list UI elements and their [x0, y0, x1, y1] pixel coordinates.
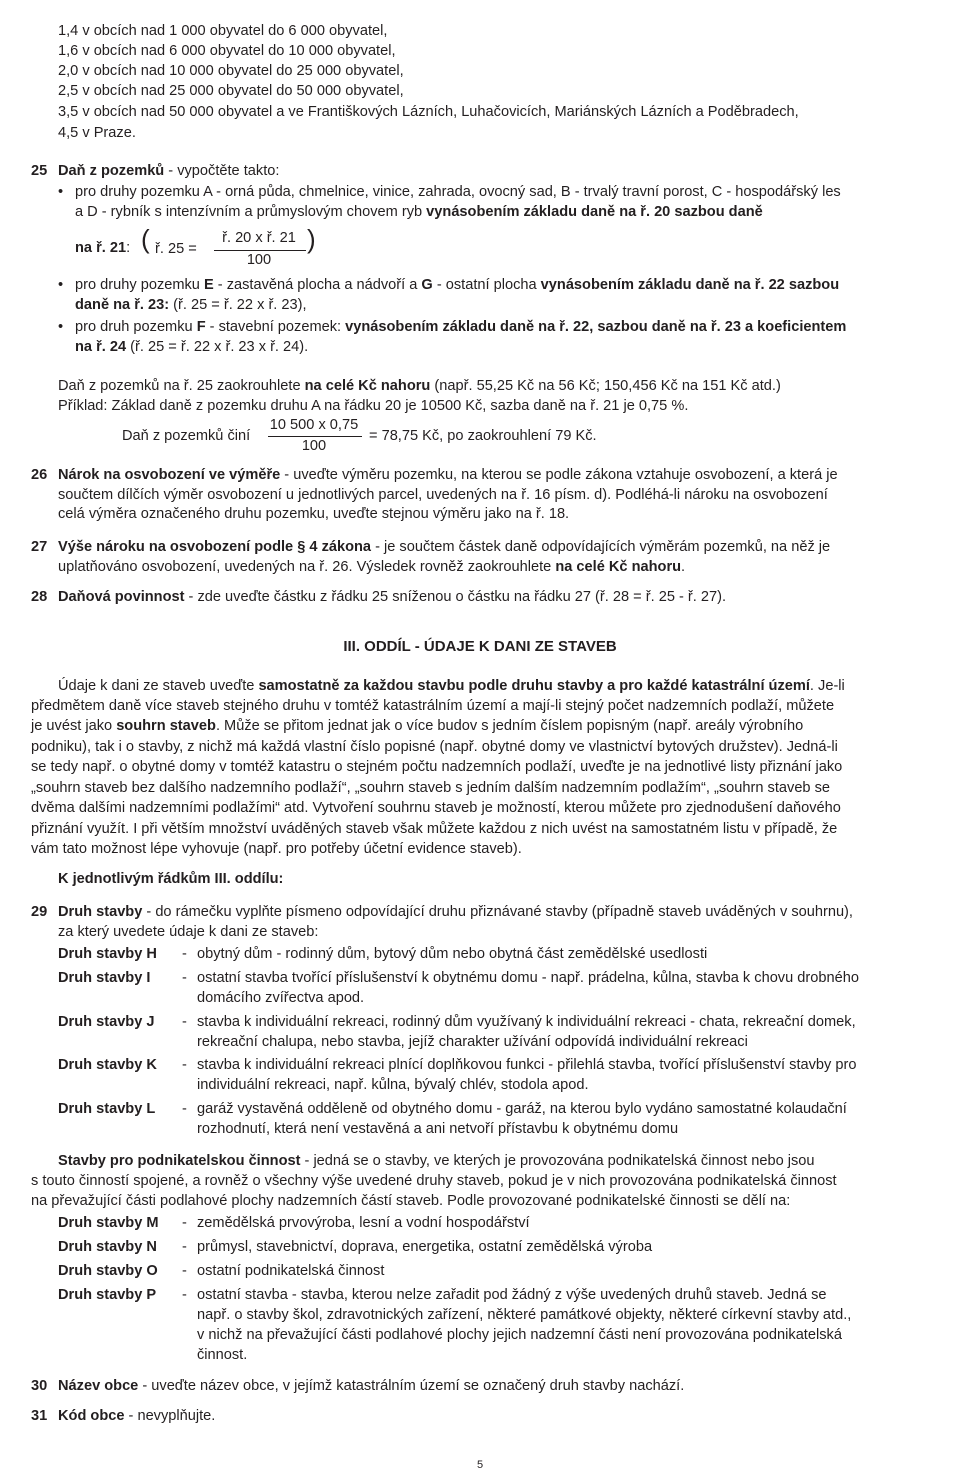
section-3-intro	[58, 677, 930, 697]
building-type-desc: rozhodnutí, která není vestavěná a ani netvoří přístavbu k obytnému domu	[197, 1121, 679, 1137]
bullet-line	[75, 203, 930, 223]
left-paren-icon: (	[141, 224, 150, 254]
bullet-bold-text: vynásobením základu daně na ř. 20 sazbou daně	[426, 203, 763, 220]
row-26-text-line: celá výměra označeného druhu pozemku, uveďte stejnou výměru jako na ř. 18.	[58, 506, 570, 523]
row-29-text-line: za který uvedete údaje k dani ze staveb:	[58, 923, 319, 940]
bullet-text: - stavební pozemek:	[205, 319, 346, 335]
bullet-bold-text: E	[203, 277, 214, 293]
dash: -	[182, 1014, 187, 1030]
formula-numerator: ř. 20 x ř. 21	[222, 230, 296, 246]
row-26-title: Nárok na osvobození ve výměře	[58, 467, 281, 483]
dash: -	[182, 1215, 187, 1231]
dash: -	[182, 1287, 187, 1303]
row-28-title: Daňová povinnost	[58, 589, 185, 605]
row-27-bold-text: na celé Kč nahoru	[555, 558, 682, 575]
row-26-text-line: - uveďte výměru pozemku, na kterou se podle zákona vztahuje osvobození, a která je	[280, 467, 838, 483]
building-type-label: Druh stavby H	[58, 946, 157, 962]
bullet-text: pro druh pozemku	[75, 319, 197, 335]
formula-colon: :	[126, 240, 131, 256]
row-27-text-line: - je součtem částek daně odpovídajících výměrám pozemků, na něž je	[371, 539, 831, 555]
building-type-desc: stavba k individuální rekreaci, rodinný dům využívaný k individuální rekreaci - chata, rekreační domek,	[197, 1014, 856, 1030]
building-type-label: Druh stavby N	[58, 1239, 157, 1255]
row-27-text-line: uplatňováno osvobození, uvedených na ř. 26. Výsledek rovněž zaokrouhlete	[58, 558, 556, 575]
building-type-desc: obytný dům - rodinný dům, bytový dům nebo obytná část zemědělské usedlosti	[197, 946, 708, 962]
dash: -	[182, 1239, 187, 1255]
dash: -	[182, 1057, 187, 1073]
dash: -	[182, 1101, 187, 1117]
right-paren-icon: )	[307, 224, 316, 254]
rounding-text: (např. 55,25 Kč na 56 Kč; 150,456 Kč na 151 Kč atd.)	[430, 378, 781, 394]
example-numerator: 10 500 x 0,75	[269, 417, 359, 433]
row-31-text-line: - nevyplňujte.	[124, 1408, 216, 1424]
rounding-bold-text: na celé Kč nahoru	[304, 378, 431, 394]
row-29-title: Druh stavby	[58, 904, 143, 920]
bullet-item	[58, 183, 930, 222]
row-25-title-rest: - vypočtěte takto:	[164, 163, 280, 179]
building-type-desc: garáž vystavěná odděleně od obytného domu - garáž, na kterou bylo vydáno samostatné kolaudační	[197, 1101, 847, 1117]
row-number: 28	[31, 589, 48, 605]
row-28-text-line: - zde uveďte částku z řádku 25 sníženou o částku na řádku 27 (ř. 28 = ř. 25 - ř. 27).	[184, 589, 727, 605]
bullet-item	[58, 276, 930, 315]
intro-line: se tedy např. o obytné domy v tomtéž katastru o stejném počtu nadzemních podlaží, uveďte je na jednotlivé listy přiznání jako	[31, 759, 843, 775]
rate-line: 4,5 v Praze.	[58, 125, 136, 141]
bullet-line	[75, 338, 930, 358]
building-type-label: Druh stavby M	[58, 1215, 159, 1231]
building-type-desc: zemědělská prvovýroba, lesní a vodní hospodářství	[197, 1215, 530, 1231]
formula-label	[75, 239, 130, 259]
bullet-bold-text: F	[196, 319, 206, 335]
intro-line: dvěma dalšími nadzemními podlažími“ atd. Vytvoření souhrnu staveb je možností, kterou můžete pro zjednodušení daňového	[31, 800, 841, 816]
intro-text: je uvést jako	[31, 718, 117, 734]
row-26-text-line: součtem dílčích výměr osvobození u jednotlivých parcel, uvedených na ř. 16 písm. d). Podléhá-li nároku na osvobození	[58, 486, 828, 503]
rounding-text: Daň z pozemků na ř. 25 zaokrouhlete	[58, 378, 305, 394]
bullet-bold-text: na ř. 24	[75, 338, 127, 355]
bullet-text: - zastavěná plocha a nádvoří a	[213, 277, 422, 293]
intro-line: podniku), tak i o stavby, z nichž má každá vlastní číslo popisné (např. obytné domy ve vlastnictví bytových družstev). Jedná-li	[31, 739, 838, 755]
section-title: III. ODDÍL - ÚDAJE K DANI ZE STAVEB	[343, 638, 617, 655]
business-line: na převažující části podlahové plochy nadzemních částí staveb. Podle provozované podnikatelské činnosti se dělí na:	[31, 1193, 791, 1209]
building-type-desc: stavba k individuální rekreaci plnící doplňkovou funkci - přilehlá stavba, tvořící příslušenství stavby pro	[197, 1057, 857, 1073]
row-30-text	[58, 1377, 930, 1397]
building-type-label: Druh stavby J	[58, 1014, 155, 1030]
row-number: 30	[31, 1378, 48, 1394]
bullet-bold-text: G	[421, 277, 433, 293]
row-26-text	[58, 466, 930, 525]
rate-line: 1,6 v obcích nad 6 000 obyvatel do 10 000 obyvatel,	[58, 43, 396, 59]
intro-text: . Je-li	[809, 678, 845, 694]
intro-line: přiznání využít. I při větším množství uváděných staveb však můžete každou z nich uvést na samostatném listu v případě, že	[31, 821, 838, 837]
building-type-desc: individuální rekreaci, např. kůlna, bývalý chlév, stodola apod.	[197, 1077, 589, 1093]
building-type-desc: ostatní podnikatelská činnost	[197, 1263, 385, 1279]
bullet-icon: •	[58, 184, 64, 200]
example-result: = 78,75 Kč, po zaokrouhlení 79 Kč.	[369, 428, 597, 444]
example-label: Daň z pozemků činí	[122, 428, 251, 444]
rounding-note	[58, 377, 930, 397]
building-type-desc: domácího zvířectva apod.	[197, 990, 365, 1006]
bullet-bold-text: daně na ř. 23:	[75, 296, 170, 313]
page-number: 5	[476, 1459, 484, 1471]
formula-lhs: ř. 25 =	[155, 241, 197, 257]
bullet-bold-text: vynásobením základu daně na ř. 22, sazbou daně na ř. 23 a koeficientem	[345, 319, 847, 335]
business-title: Stavby pro podnikatelskou činnost	[58, 1153, 301, 1169]
building-type-desc: např. o stavby škol, zdravotnických zařízení, některé památkové objekty, některé církevní stavby atd.,	[197, 1307, 852, 1323]
intro-line: předmětem daně více staveb stejného druhu v tomtéž katastrálním území a mají-li stejný počet nadzemních podlaží, můžete	[31, 698, 835, 714]
row-number: 31	[31, 1408, 48, 1424]
building-type-desc: činnost.	[197, 1347, 248, 1363]
bullet-bold-text: vynásobením základu daně na ř. 22 sazbou	[540, 277, 840, 293]
bullet-line	[75, 296, 930, 316]
rate-line: 2,0 v obcích nad 10 000 obyvatel do 25 000 obyvatel,	[58, 63, 404, 79]
row-29-text-line: - do rámečku vyplňte písmeno odpovídající druhu přiznávané stavby (případně staveb uváděných v souhrnu),	[142, 904, 853, 920]
building-type-label: Druh stavby I	[58, 970, 151, 986]
building-type-desc: v nichž na převažující části podlahové plochy jejich nadzemní části není provozována podnikatelská	[197, 1327, 842, 1343]
dash: -	[182, 970, 187, 986]
rate-line: 1,4 v obcích nad 1 000 obyvatel do 6 000 obyvatel,	[58, 23, 388, 39]
row-27-text-line: .	[681, 558, 686, 575]
formula-denominator: 100	[246, 252, 272, 268]
row-31-text	[58, 1407, 930, 1427]
intro-text: . Může se přitom jednat jak o více budov s jedním číslem popisným (např. areály výrobního	[215, 718, 804, 734]
row-30-title: Název obce	[58, 1378, 139, 1394]
row-number: 27	[31, 539, 48, 555]
row-number: 25	[31, 163, 48, 179]
row-29-text	[58, 903, 930, 942]
intro-line: vám tato možnost lépe vyhovuje (např. pro potřeby účetní evidence staveb).	[31, 841, 522, 857]
dash: -	[182, 946, 187, 962]
row-31-title: Kód obce	[58, 1408, 125, 1424]
intro-bold-text: souhrn staveb	[116, 718, 216, 734]
building-type-label: Druh stavby L	[58, 1101, 156, 1117]
dash: -	[182, 1263, 187, 1279]
intro-bold-text: samostatně za každou stavbu podle druhu stavby a pro každé katastrální území	[258, 678, 810, 694]
section-subheading: K jednotlivým řádkům III. oddílu:	[58, 871, 284, 887]
row-25-heading	[58, 162, 930, 182]
building-type-desc: ostatní stavba - stavba, kterou nelze zařadit pod žádný z výše uvedených druhů staveb. Jedná se	[197, 1287, 827, 1303]
bullet-line	[75, 276, 930, 296]
row-28-text	[58, 588, 930, 608]
bullet-line	[75, 318, 930, 338]
business-line: s touto činností spojené, a rovněž o všechny výše uvedené druhy staveb, pokud je v nich provozována podnikatelská činnost	[31, 1173, 837, 1189]
row-27-title: Výše nároku na osvobození podle § 4 zákona	[58, 539, 372, 555]
rate-line: 3,5 v obcích nad 50 000 obyvatel a ve Františkových Lázních, Luhačovicích, Mariánských Lázních a Poděbradech,	[58, 104, 799, 120]
business-line	[58, 1152, 930, 1172]
business-text: - jedná se o stavby, ve kterých je provozována podnikatelská činnost nebo jsou	[300, 1153, 815, 1169]
example-denominator: 100	[301, 438, 327, 454]
building-type-label: Druh stavby P	[58, 1287, 157, 1303]
rate-line: 2,5 v obcích nad 25 000 obyvatel do 50 000 obyvatel,	[58, 83, 404, 99]
bullet-text: a D - rybník s intenzívním a průmyslovým chovem ryb	[75, 203, 427, 220]
intro-text: Údaje k dani ze staveb uveďte	[58, 678, 259, 694]
intro-line	[31, 717, 931, 737]
bullet-line: pro druhy pozemku A - orná půda, chmelnice, vinice, zahrada, ovocný sad, B - trvalý travní porost, C - hospodářský les	[75, 184, 841, 200]
bullet-text: (ř. 25 = ř. 22 x ř. 23 x ř. 24).	[126, 338, 309, 355]
bullet-item	[58, 318, 930, 357]
row-number: 26	[31, 467, 48, 483]
building-type-label: Druh stavby O	[58, 1263, 158, 1279]
row-number: 29	[31, 904, 48, 920]
building-type-desc: rekreační chalupa, nebo stavba, jejíž charakter užívání odpovídá individuální rekreaci	[197, 1034, 748, 1050]
row-27-text	[58, 538, 930, 577]
example-text: Příklad: Základ daně z pozemku druhu A na řádku 20 je 10500 Kč, sazba daně na ř. 21 je 0,75 %.	[58, 398, 689, 414]
building-type-desc: ostatní stavba tvořící příslušenství k obytnému domu - např. prádelna, kůlna, stavba k chovu drobného	[197, 970, 859, 986]
row-25-title: Daň z pozemků	[58, 163, 165, 179]
building-type-label: Druh stavby K	[58, 1057, 157, 1073]
bullet-text: (ř. 25 = ř. 22 x ř. 23),	[169, 296, 307, 313]
row-30-text-line: - uveďte název obce, v jejímž katastrálním území se označený druh stavby nachází.	[138, 1378, 685, 1394]
bullet-text: pro druhy pozemku	[75, 277, 204, 293]
bullet-icon: •	[58, 277, 64, 293]
bullet-text: - ostatní plocha	[432, 277, 541, 293]
building-type-desc: průmysl, stavebnictví, doprava, energetika, ostatní zemědělská výroba	[197, 1239, 653, 1255]
formula-label-text: na ř. 21	[75, 240, 127, 256]
bullet-icon: •	[58, 319, 64, 335]
intro-line: „souhrn staveb bez dalšího nadzemního podlaží“, „souhrn staveb s jedním dalším nadzemním podlažím“, „souhrn staveb se	[31, 780, 831, 796]
